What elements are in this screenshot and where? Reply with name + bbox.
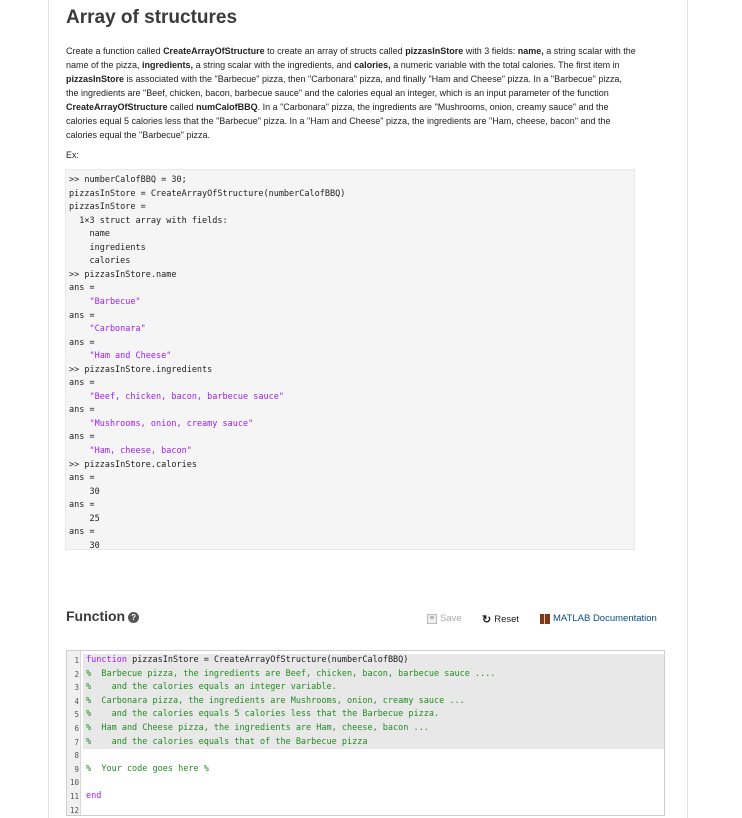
editor-line[interactable] xyxy=(67,804,664,818)
example-line: >> pizzasInStore.ingredients xyxy=(69,364,213,375)
code-keyword: function xyxy=(86,655,127,665)
example-line: ingredients xyxy=(69,242,146,253)
code-text xyxy=(83,654,664,668)
example-line: >> numberCalofBBQ = 30; xyxy=(69,175,187,185)
desc-text: . In a "Carbonara" pizza, the ingredients are "Mushrooms, onion, creamy sauce" and the calories equal 5 calories less that the "Barbecue" pizza. In a "Ham and Cheese" pizza, the ingredients are "Ham, cheese, bacon" and the calories equal the "Barbecue" pizza. xyxy=(66,102,611,140)
reset-label: Reset xyxy=(494,614,520,625)
code-text xyxy=(83,722,664,736)
example-line: 30 xyxy=(69,540,100,551)
line-number: 12 xyxy=(69,805,79,815)
example-line: >> pizzasInStore.calories xyxy=(69,459,197,470)
line-number: 7 xyxy=(74,737,79,747)
example-line: "Ham and Cheese" xyxy=(69,351,172,362)
line-number: 1 xyxy=(74,656,79,665)
desc-field-name: name, xyxy=(517,46,544,56)
code-text xyxy=(83,749,664,763)
reset-button[interactable] xyxy=(482,613,519,626)
desc-text: Create a function called xyxy=(66,46,164,56)
code-text xyxy=(83,708,664,722)
example-line: 25 xyxy=(69,513,100,524)
code-editor[interactable] xyxy=(66,650,665,816)
editor-line[interactable] xyxy=(67,776,664,790)
example-line: calories xyxy=(69,256,131,267)
reset-icon: ↻ xyxy=(482,614,492,626)
example-output-block xyxy=(65,169,635,550)
example-line: >> pizzasInStore.name xyxy=(69,269,177,280)
desc-function-name: CreateArrayOfStructure xyxy=(66,102,168,112)
code-text xyxy=(83,804,664,818)
desc-text: is associated with the "Barbecue" pizza, then "Carbonara" pizza, and finally "Ham and Cheese" pizza. In a "Barbecue" pizza, the ingredients are "Beef, chicken, bacon, barbecue sauce" and the calories equal an integer, which is an input parameter of the function xyxy=(66,74,622,98)
line-number: 11 xyxy=(69,792,79,801)
editor-line[interactable] xyxy=(67,708,664,722)
code-text xyxy=(83,695,664,709)
example-line: ans = xyxy=(69,310,95,321)
desc-text: called xyxy=(167,102,197,112)
code-comment: % Ham and Cheese pizza, the ingredients are Ham, cheese, bacon ... xyxy=(86,723,429,733)
code-comment: % and the calories equals 5 calories less that the Barbecue pizza. xyxy=(86,709,440,720)
example-line: "Ham, cheese, bacon" xyxy=(69,446,192,456)
editor-line[interactable] xyxy=(67,681,664,695)
problem-description xyxy=(66,44,636,142)
desc-array-name: pizzasInStore xyxy=(66,74,125,84)
code-text xyxy=(83,763,664,777)
example-line: name xyxy=(69,229,110,240)
code-comment: % Barbecue pizza, the ingredients are Beef, chicken, bacon, barbecue sauce .... xyxy=(86,668,496,679)
line-number: 3 xyxy=(74,683,79,693)
example-line: 1×3 struct array with fields: xyxy=(69,215,228,226)
line-number: 8 xyxy=(74,751,79,761)
editor-line[interactable] xyxy=(67,722,664,736)
line-number: 10 xyxy=(69,778,79,788)
book-icon xyxy=(540,614,550,624)
code-text xyxy=(83,736,664,750)
page-title: Array of structures xyxy=(66,7,238,28)
function-section-title xyxy=(66,608,139,624)
save-icon xyxy=(427,614,437,624)
code-text xyxy=(83,790,664,804)
example-line: ans = xyxy=(69,432,95,443)
save-button[interactable] xyxy=(427,613,462,624)
example-line: "Beef, chicken, bacon, barbecue sauce" xyxy=(69,391,284,402)
desc-field-calories: calories, xyxy=(354,60,391,70)
desc-text: to create an array of structs called xyxy=(264,46,406,56)
line-number: 4 xyxy=(74,696,79,706)
example-line: pizzasInStore = xyxy=(69,202,146,213)
help-icon[interactable]: ? xyxy=(128,612,139,623)
line-number: 6 xyxy=(74,724,79,733)
code-comment: % and the calories equals an integer variable. xyxy=(86,682,337,693)
code-comment: % Your code goes here % xyxy=(86,763,209,774)
example-line: pizzasInStore = CreateArrayOfStructure(numberCalofBBQ) xyxy=(69,188,346,199)
function-title-text: Function xyxy=(66,608,126,624)
example-line: ans = xyxy=(69,378,95,389)
desc-text: a string scalar with the name of the pizza, xyxy=(66,46,636,70)
editor-line[interactable] xyxy=(67,695,664,709)
code-text xyxy=(83,776,664,790)
desc-text: with 3 fields: xyxy=(463,46,518,56)
desc-function-name: CreateArrayOfStructure xyxy=(163,46,265,56)
desc-param-name: numCalofBBQ xyxy=(196,102,258,112)
documentation-label: MATLAB Documentation xyxy=(553,613,657,624)
code-text xyxy=(83,681,664,695)
code-comment: % and the calories equals that of the Barbecue pizza xyxy=(86,736,368,747)
example-line: ans = xyxy=(69,405,95,416)
code-keyword: end xyxy=(86,791,102,801)
save-label: Save xyxy=(440,613,462,624)
matlab-documentation-link[interactable] xyxy=(540,613,657,624)
example-line: ans = xyxy=(69,473,95,484)
example-line: "Carbonara" xyxy=(69,324,146,335)
example-line: ans = xyxy=(69,527,95,538)
example-line: ans = xyxy=(69,337,95,348)
editor-line[interactable] xyxy=(67,749,664,763)
example-line: 30 xyxy=(69,486,100,497)
line-number: 2 xyxy=(74,669,79,679)
example-label: Ex: xyxy=(66,150,80,160)
example-line: "Mushrooms, onion, creamy sauce" xyxy=(69,418,254,429)
desc-text: a string scalar with the ingredients, and xyxy=(193,60,355,70)
editor-line[interactable] xyxy=(67,668,664,682)
desc-array-name: pizzasInStore xyxy=(405,46,464,56)
editor-line[interactable] xyxy=(67,763,664,777)
line-number: 9 xyxy=(74,764,79,774)
editor-line[interactable] xyxy=(67,654,664,668)
desc-text: a numeric variable with the total calories. The first item in xyxy=(390,60,620,70)
example-line: ans = xyxy=(69,500,95,511)
desc-field-ingredients: ingredients, xyxy=(142,60,194,70)
code-comment: % Carbonara pizza, the ingredients are Mushrooms, onion, creamy sauce ... xyxy=(86,695,465,706)
code-statement: pizzasInStore = CreateArrayOfStructure(numberCalofBBQ) xyxy=(126,655,409,665)
code-text xyxy=(83,668,664,682)
editor-line[interactable] xyxy=(67,736,664,750)
editor-line[interactable] xyxy=(67,790,664,804)
example-line: ans = xyxy=(69,283,95,294)
line-number: 5 xyxy=(74,710,79,720)
example-line: "Barbecue" xyxy=(69,296,141,307)
